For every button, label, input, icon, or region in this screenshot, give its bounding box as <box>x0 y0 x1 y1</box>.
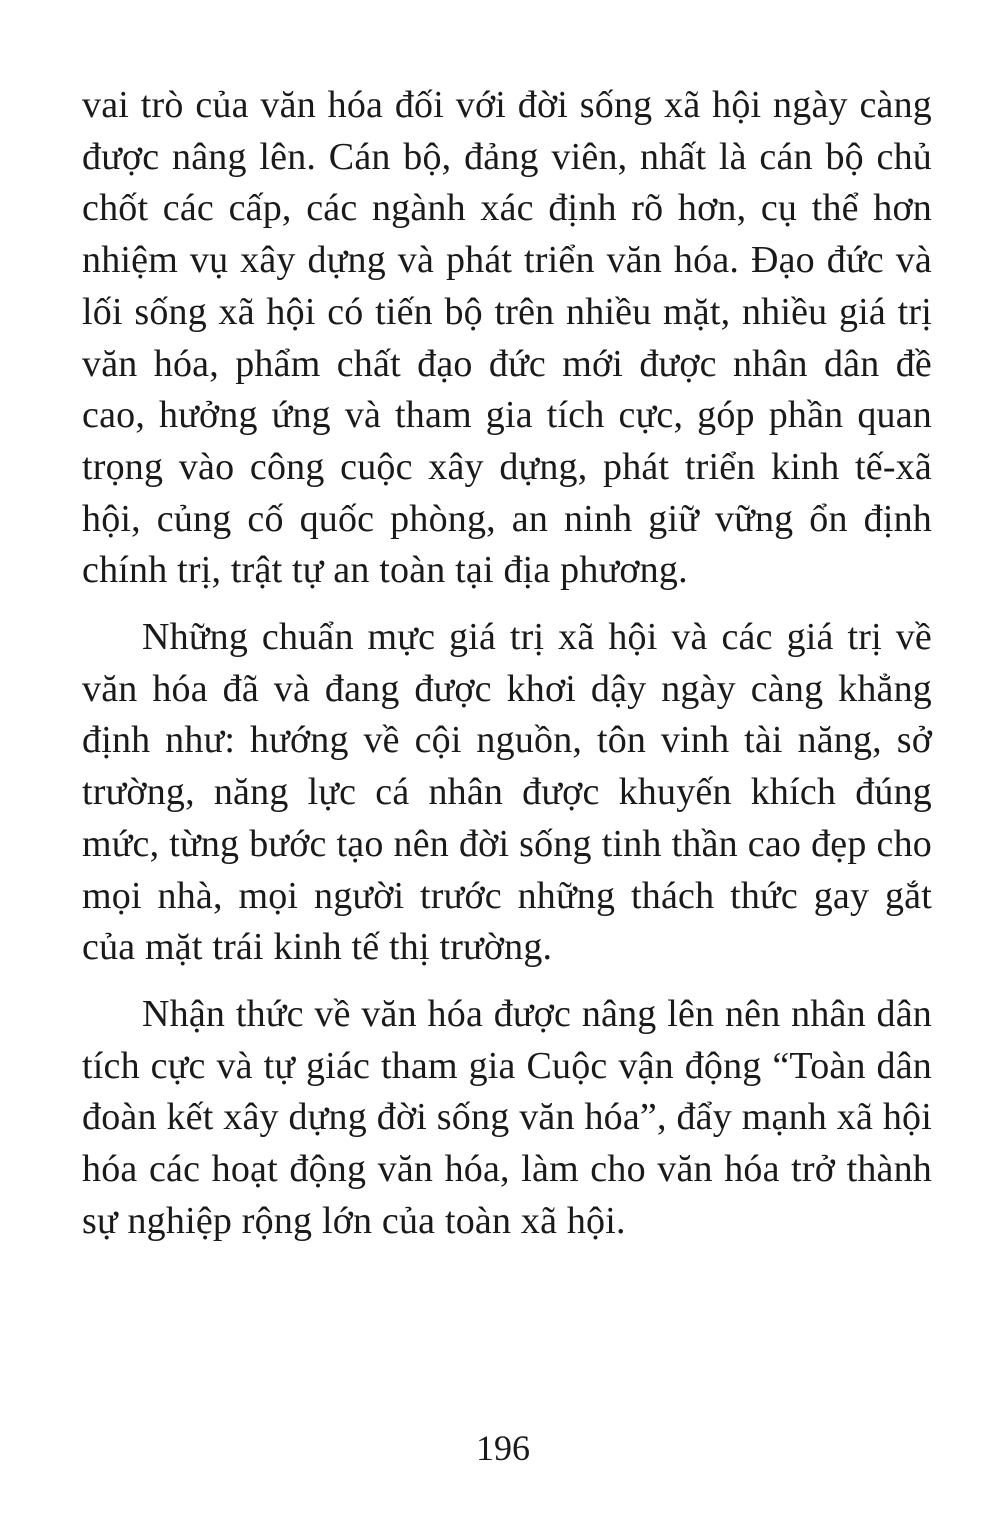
paragraph-continuation: vai trò của văn hóa đối với đời sống xã hội ngày càng được nâng lên. Cán bộ, đảng viên, nhất là cán bộ chủ chốt các cấp, các ngành xác định rõ hơn, cụ thể hơn nhiệm vụ xây dựng và phát triển văn hóa. Đạo đức và lối sống xã hội có tiến bộ trên nhiều mặt, nhiều giá trị văn hóa, phẩm chất đạo đức mới được nhân dân đề cao, hưởng ứng và tham gia tích cực, góp phần quan trọng vào công cuộc xây dựng, phát triển kinh tế-xã hội, củng cố quốc phòng, an ninh giữ vững ổn định chính trị, trật tự an toàn tại địa phương. <box>82 84 932 592</box>
paragraph-social-values: Những chuẩn mực giá trị xã hội và các giá trị về văn hóa đã và đang được khơi dậy ngày càng khẳng định như: hướng về cội nguồn, tôn vinh tài năng, sở trường, năng lực cá nhân được khuyến khích đúng mức, từng bước tạo nên đời sống tinh thần cao đẹp cho mọi nhà, mọi người trước những thách thức gay gắt của mặt trái kinh tế thị trường. <box>82 616 932 969</box>
page-number: 196 <box>476 1428 530 1468</box>
paragraph-cultural-awareness: Nhận thức về văn hóa được nâng lên nên nhân dân tích cực và tự giác tham gia Cuộc vận động “Toàn dân đoàn kết xây dựng đời sống văn hóa”, đẩy mạnh xã hội hóa các hoạt động văn hóa, làm cho văn hóa trở thành sự nghiệp rộng lớn của toàn xã hội. <box>82 992 932 1242</box>
body-text <box>82 80 932 1247</box>
